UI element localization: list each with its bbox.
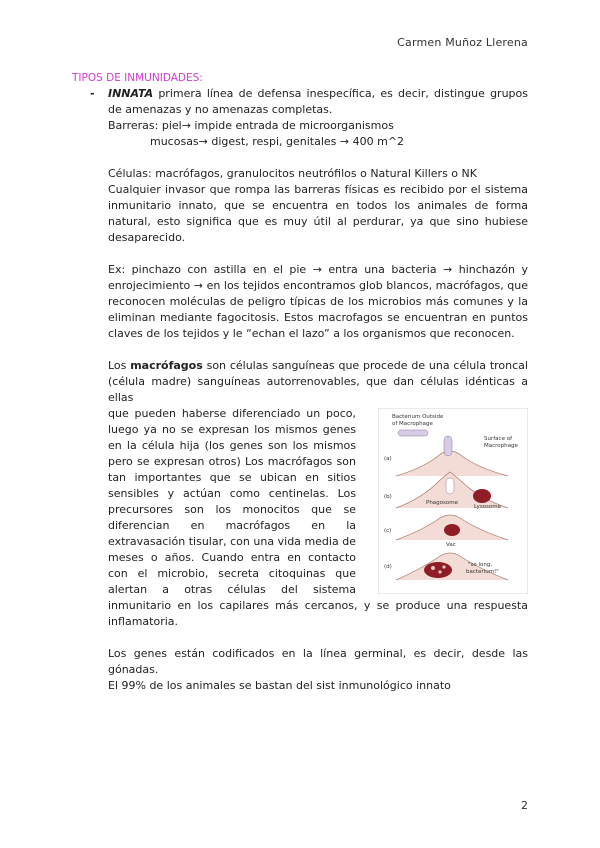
genes-line2: El 99% de los animales se bastan del sist inmunológico innato <box>108 679 451 692</box>
document-body <box>72 70 528 694</box>
label-bacterium-2: of Macrophage <box>392 421 433 427</box>
cells-line: Células: macrófagos, granulocitos neutrófilos o Natural Killers o NK <box>108 167 477 180</box>
digestion-vacuole <box>424 562 452 578</box>
label-vacuole: Vac <box>446 542 456 548</box>
label-digestion-2: bacterium!" <box>466 569 499 575</box>
phagosome-shape <box>446 478 454 494</box>
macrophages-block <box>72 358 528 630</box>
bacterium-shape <box>398 430 428 436</box>
innata-definition <box>108 86 528 118</box>
step-d: (d) <box>384 564 392 570</box>
example-paragraph: Ex: pinchazo con astilla en el pie → entra una bacteria → hinchazón y enrojecimiento → en los tejidos encontramos glob blancos, macrófagos, que reconocen moléculas de peligro típicas de los microbios más comunes y la eliminan mediante fagocitosis. Estos macrofagos se encuentran en puntos claves de los tejidos y le “echan el lazo” a los organismos que reconocen. <box>108 263 528 340</box>
bacterium-a <box>444 436 452 456</box>
phagocytosis-diagram <box>378 408 528 594</box>
phagocytosis-figure <box>378 408 528 594</box>
macrophages-full-line: son células sanguíneas que procede de una célula troncal (célula madre) sanguíneas autorrenovables, que dan células idénticas a ellas <box>108 359 528 404</box>
step-a: (a) <box>384 456 392 462</box>
macrophages-term: macrófagos <box>130 359 203 372</box>
label-surface-1: Surface of <box>484 436 513 442</box>
genes-block <box>72 646 528 694</box>
page-number: 2 <box>521 799 528 812</box>
macrophages-rest: que pueden haberse diferenciado un poco, luego ya no se expresan los mismos genes en la célula hija (los genes son los mismos pero se expresan otros) Los macrófagos son tan importantes que se ubican en sitios sensibles y actúan como centinelas. Los precursores son los monocitos que se diferencian en macrófagos en la extravasación tisular, con una vida media de meses o años. Cuando entra en contacto con el microbio, secreta citoquinas que alertan a otras células del sistema inmunitario en los capilares más cercanos, y se produce una respuesta inflamatoria. <box>108 407 528 628</box>
step-c: (c) <box>384 528 392 534</box>
bullet-dash: - <box>90 87 95 100</box>
genes-paragraph: Los genes están codificados en la línea germinal, es decir, desde las gónadas. <box>108 647 528 676</box>
mucosa-line: mucosas→ digest, respi, genitales → 400 m^2 <box>150 135 405 148</box>
fragment <box>431 566 435 570</box>
fragment <box>442 565 445 568</box>
section-title: TIPOS DE INMUNIDADES: <box>72 72 203 84</box>
innata-definition-text: primera línea de defensa inespecífica, es decir, distingue grupos de amenazas y no amenazas completas. <box>108 87 528 116</box>
macrophages-wrap <box>108 406 528 630</box>
label-digestion-1: "so long, <box>468 562 493 568</box>
cells-block <box>72 166 528 246</box>
example-block <box>72 262 528 342</box>
fragment <box>438 570 441 573</box>
cells-paragraph: Cualquier invasor que rompa las barreras físicas es recibido por el sistema inmunitario innato, que se encuentra en todos los animales de forma natural, esto significa que es muy útil al perdurar, ya que sino hubiese desaparecido. <box>108 183 528 244</box>
macrophages-intro: Los macrófagos son células sanguíneas que procede de una célula troncal (célula madre) sanguíneas autorrenovables, que dan células idénticas a ellas <box>108 359 528 404</box>
label-bacterium-1: Bacterium Outside <box>392 414 444 420</box>
label-lysosome: Lysosome <box>474 504 502 510</box>
innata-bullet <box>72 86 528 150</box>
barriers-line: Barreras: piel→ impide entrada de microorganismos <box>108 119 394 132</box>
label-surface-2: Macrophage <box>484 443 518 449</box>
page-header-author: Carmen Muñoz Llerena <box>397 36 528 49</box>
label-phagosome: Phagosome <box>426 500 459 506</box>
vacuole-shape <box>444 524 460 536</box>
step-b: (b) <box>384 494 392 500</box>
lysosome-shape <box>473 489 491 503</box>
innata-term: INNATA <box>108 87 154 100</box>
